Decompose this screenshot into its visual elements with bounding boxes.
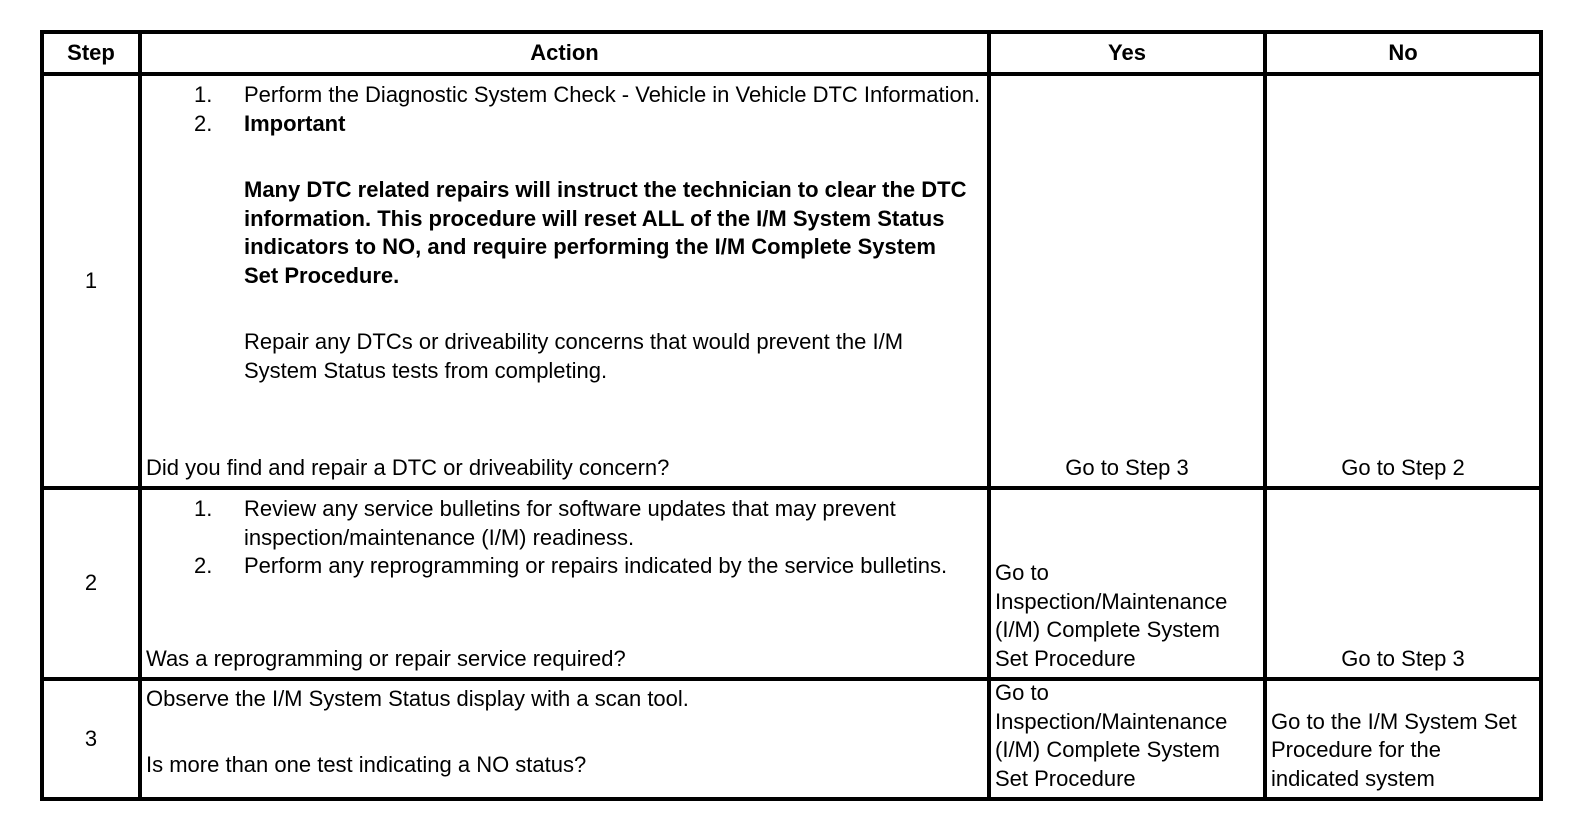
no-link[interactable]: Go to the I/M System Set Procedure for the indicated system: [1271, 708, 1517, 791]
yes-cell: [989, 74, 1265, 488]
no-cell: [1265, 74, 1541, 488]
step-number: 3: [42, 679, 140, 799]
step-number: 1: [42, 74, 140, 488]
yes-cell: [989, 488, 1265, 679]
repair-note: Repair any DTCs or driveability concerns that would prevent the I/M System Status tests from completing.: [244, 329, 904, 383]
question-text: Was a reprogramming or repair service required?: [146, 645, 626, 671]
table-row: [42, 679, 1541, 799]
no-link[interactable]: Go to Step 3: [1341, 645, 1465, 671]
important-note: Many DTC related repairs will instruct the technician to clear the DTC information. This procedure will reset ALL of the I/M System Status indicators to NO, and require performing the I/M Complete System Set Procedure.: [244, 177, 967, 288]
yes-link[interactable]: Go to Step 3: [1065, 454, 1189, 480]
step-number: 2: [42, 488, 140, 679]
question-text: Did you find and repair a DTC or driveability concern?: [146, 454, 670, 480]
no-cell: [1265, 488, 1541, 679]
action-cell: [140, 74, 989, 488]
diagnostic-table: [40, 30, 1543, 801]
no-cell: [1265, 679, 1541, 799]
list-item: 2. Important: [194, 110, 346, 136]
header-no: No: [1265, 32, 1541, 74]
header-row: [42, 32, 1541, 74]
list-item: 1. Perform the Diagnostic System Check - Vehicle in Vehicle DTC Information.: [194, 82, 981, 107]
no-link[interactable]: Go to Step 2: [1341, 454, 1465, 480]
header-step: Step: [42, 32, 140, 74]
table-row: [42, 488, 1541, 679]
action-cell: [140, 488, 989, 679]
action-cell: [140, 679, 989, 799]
table-row: [42, 74, 1541, 488]
observe-text: Observe the I/M System Status display with a scan tool.: [146, 686, 689, 711]
question-text: Is more than one test indicating a NO status?: [146, 751, 587, 777]
list-item: 1. Review any service bulletins for software updates that may prevent inspection/maintenance (I/M) readiness.: [194, 496, 896, 550]
header-yes: Yes: [989, 32, 1265, 74]
list-item: 2. Perform any reprogramming or repairs indicated by the service bulletins.: [194, 553, 948, 578]
yes-link[interactable]: Go to Inspection/Maintenance (I/M) Complete System Set Procedure: [995, 560, 1228, 671]
yes-cell: [989, 679, 1265, 799]
header-action: Action: [140, 32, 989, 74]
yes-link[interactable]: Go to Inspection/Maintenance (I/M) Complete System Set Procedure: [995, 680, 1228, 791]
